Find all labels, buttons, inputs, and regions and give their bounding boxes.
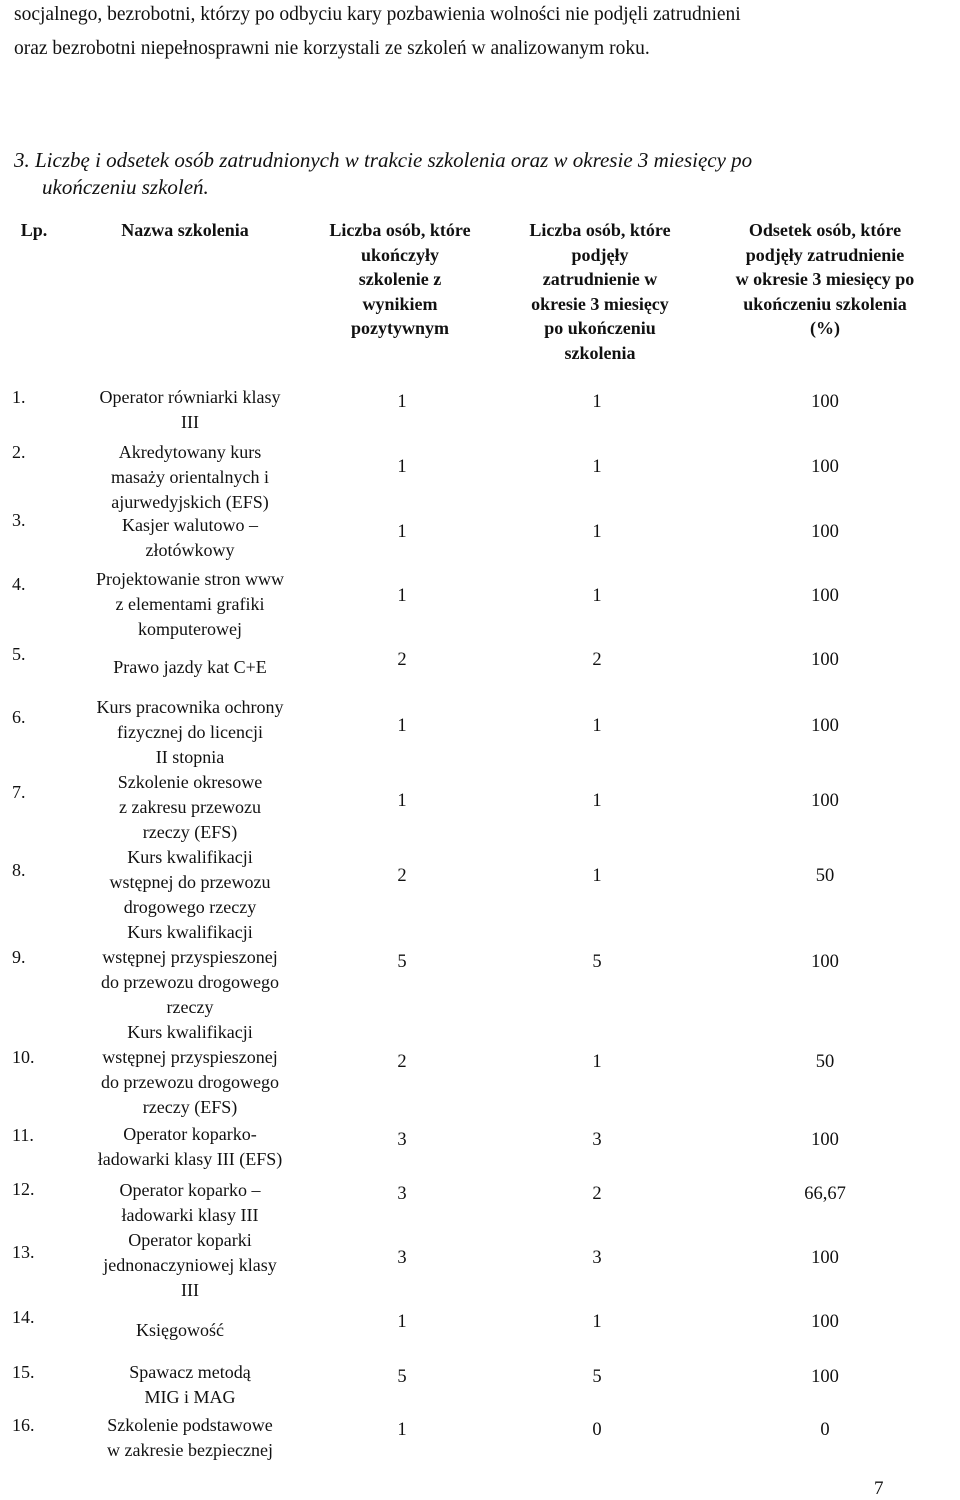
row-12-employed: 2 [592, 1184, 602, 1204]
row-9-lp: 9. [12, 947, 26, 967]
row-15-name [70, 1360, 310, 1410]
row-6-name-line: Kurs pracownika ochrony [96, 697, 284, 717]
row-7-name-line: z zakresu przewozu [119, 797, 261, 817]
row-2-completed: 1 [397, 457, 407, 477]
row-11-name-line: Operator koparko- [123, 1124, 257, 1144]
row-6-employed: 1 [592, 716, 602, 736]
row-12-name-line: ładowarki klasy III [121, 1205, 259, 1225]
row-14-percent: 100 [811, 1312, 839, 1332]
row-5-lp: 5. [12, 644, 26, 664]
row-13-name-line: jednonaczyniowej klasy [103, 1255, 277, 1275]
row-7-name-line: Szkolenie okresowe [117, 772, 263, 792]
row-15-name-line: Spawacz metodą [129, 1362, 251, 1382]
header-completed: Liczba osób, które ukończyły szkolenie z wynikiem pozytywnym [329, 220, 471, 338]
row-13-completed: 3 [397, 1248, 407, 1268]
row-5-name-line: Prawo jazdy kat C+E [113, 657, 267, 677]
row-11-lp: 11. [12, 1125, 34, 1145]
row-14-completed: 1 [397, 1312, 407, 1332]
row-9-percent: 100 [811, 952, 839, 972]
row-15-employed: 5 [592, 1367, 602, 1387]
row-10-name-line: wstępnej przyspieszonej [102, 1047, 278, 1067]
row-5-name [70, 655, 310, 680]
row-14-name [80, 1318, 280, 1343]
row-4-name-line: komputerowej [138, 619, 242, 639]
row-3-name-line: Kasjer walutowo – [122, 515, 258, 535]
header-percent: Odsetek osób, które podjęły zatrudnienie w okresie 3 miesięcy po ukończeniu szkolenia (%) [735, 220, 915, 338]
row-9-name-line: do przewozu drogowego [101, 972, 279, 992]
row-16-name-line: Szkolenie podstawowe [107, 1415, 273, 1435]
row-13-percent: 100 [811, 1248, 839, 1268]
row-12-name [70, 1178, 310, 1228]
row-3-percent: 100 [811, 522, 839, 542]
row-3-lp: 3. [12, 510, 26, 530]
row-4-name-line: z elementami grafiki [115, 594, 265, 614]
row-9-name-line: rzeczy [166, 997, 214, 1017]
header-employed: Liczba osób, które podjęły zatrudnienie w okresie 3 miesięcy po ukończeniu szkolenia [529, 220, 671, 363]
row-10-name-line: rzeczy (EFS) [142, 1097, 238, 1117]
row-3-completed: 1 [397, 522, 407, 542]
row-11-percent: 100 [811, 1130, 839, 1150]
row-6-name-line: II stopnia [155, 747, 225, 767]
row-3-name-line: złotówkowy [145, 540, 235, 560]
row-14-employed: 1 [592, 1312, 602, 1332]
row-10-completed: 2 [397, 1052, 407, 1072]
row-12-name-line: Operator koparko – [119, 1180, 261, 1200]
row-11-completed: 3 [397, 1130, 407, 1150]
row-4-lp: 4. [12, 574, 26, 594]
row-13-name [70, 1228, 310, 1303]
row-6-completed: 1 [397, 716, 407, 736]
row-10-name [70, 1020, 310, 1120]
row-11-name-line: ładowarki klasy III (EFS) [97, 1149, 283, 1169]
row-14-name-line: Księgowość [136, 1320, 224, 1340]
row-2-name-line: Akredytowany kurs [118, 442, 262, 462]
row-14-lp: 14. [12, 1307, 35, 1327]
row-13-name-line: III [181, 1280, 199, 1300]
row-16-completed: 1 [397, 1420, 407, 1440]
row-15-name-line: MIG i MAG [144, 1387, 236, 1407]
row-2-lp: 2. [12, 442, 26, 462]
row-4-name [70, 567, 310, 642]
row-16-name [70, 1413, 310, 1463]
row-6-name-line: fizycznej do licencji [117, 722, 263, 742]
row-4-name-line: Projektowanie stron www [96, 569, 284, 589]
row-8-name-line: drogowego rzeczy [123, 897, 257, 917]
row-15-completed: 5 [397, 1367, 407, 1387]
row-16-name-line: w zakresie bezpiecznej [107, 1440, 273, 1460]
row-12-completed: 3 [397, 1184, 407, 1204]
row-10-name-line: Kurs kwalifikacji [127, 1022, 253, 1042]
section-heading-line-2: ukończeniu szkoleń. [42, 175, 209, 199]
row-1-name-line: Operator równiarki klasy [99, 387, 281, 407]
row-10-name-line: do przewozu drogowego [101, 1072, 279, 1092]
row-16-lp: 16. [12, 1415, 35, 1435]
row-8-name-line: wstępnej do przewozu [109, 872, 271, 892]
row-6-lp: 6. [12, 707, 26, 727]
row-7-name-line: rzeczy (EFS) [142, 822, 238, 842]
row-9-completed: 5 [397, 952, 407, 972]
row-5-employed: 2 [592, 650, 602, 670]
row-9-employed: 5 [592, 952, 602, 972]
row-2-percent: 100 [811, 457, 839, 477]
row-8-employed: 1 [592, 866, 602, 886]
row-10-lp: 10. [12, 1047, 35, 1067]
row-2-name-line: ajurwedyjskich (EFS) [111, 492, 269, 512]
row-6-name [70, 695, 310, 770]
row-8-lp: 8. [12, 860, 26, 880]
row-7-lp: 7. [12, 782, 26, 802]
row-8-completed: 2 [397, 866, 407, 886]
row-1-lp: 1. [12, 387, 26, 407]
row-10-percent: 50 [815, 1052, 835, 1072]
row-13-name-line: Operator koparki [128, 1230, 252, 1250]
page-number: 7 [874, 1478, 884, 1499]
row-15-lp: 15. [12, 1362, 35, 1382]
row-6-percent: 100 [811, 716, 839, 736]
row-4-completed: 1 [397, 586, 407, 606]
row-5-completed: 2 [397, 650, 407, 670]
row-2-name-line: masaży orientalnych i [111, 467, 269, 487]
row-8-name-line: Kurs kwalifikacji [127, 847, 253, 867]
row-8-name [70, 845, 310, 920]
row-9-name-line: Kurs kwalifikacji [127, 922, 253, 942]
row-4-percent: 100 [811, 586, 839, 606]
row-3-name [70, 513, 310, 563]
row-15-percent: 100 [811, 1367, 839, 1387]
row-11-name [70, 1122, 310, 1172]
intro-line-1: socjalnego, bezrobotni, którzy po odbyciu kary pozbawienia wolności nie podjęli zatrudnieni [14, 4, 741, 25]
row-4-employed: 1 [592, 586, 602, 606]
row-8-percent: 50 [815, 866, 835, 886]
row-2-employed: 1 [592, 457, 602, 477]
row-1-completed: 1 [397, 392, 407, 412]
row-7-employed: 1 [592, 791, 602, 811]
row-12-lp: 12. [12, 1179, 35, 1199]
row-13-lp: 13. [12, 1242, 35, 1262]
row-2-name [70, 440, 310, 515]
row-1-name [70, 385, 310, 435]
row-3-employed: 1 [592, 522, 602, 542]
section-heading-line-1: 3. Liczbę i odsetek osób zatrudnionych w trakcie szkolenia oraz w okresie 3 miesięcy po [14, 148, 753, 172]
row-7-name [70, 770, 310, 845]
row-7-completed: 1 [397, 791, 407, 811]
row-9-name-line: wstępnej przyspieszonej [102, 947, 278, 967]
row-16-percent: 0 [820, 1420, 830, 1440]
intro-line-2: oraz bezrobotni niepełnosprawni nie korzystali ze szkoleń w analizowanym roku. [14, 38, 650, 59]
row-11-employed: 3 [592, 1130, 602, 1150]
row-16-employed: 0 [592, 1420, 602, 1440]
row-1-name-line: III [181, 412, 199, 432]
row-7-percent: 100 [811, 791, 839, 811]
row-1-percent: 100 [811, 392, 839, 412]
row-10-employed: 1 [592, 1052, 602, 1072]
header-name: Nazwa szkolenia [121, 220, 249, 240]
row-5-percent: 100 [811, 650, 839, 670]
row-9-name [70, 920, 310, 1020]
row-13-employed: 3 [592, 1248, 602, 1268]
row-1-employed: 1 [592, 392, 602, 412]
row-12-percent: 66,67 [804, 1184, 846, 1204]
header-lp: Lp. [20, 220, 48, 240]
